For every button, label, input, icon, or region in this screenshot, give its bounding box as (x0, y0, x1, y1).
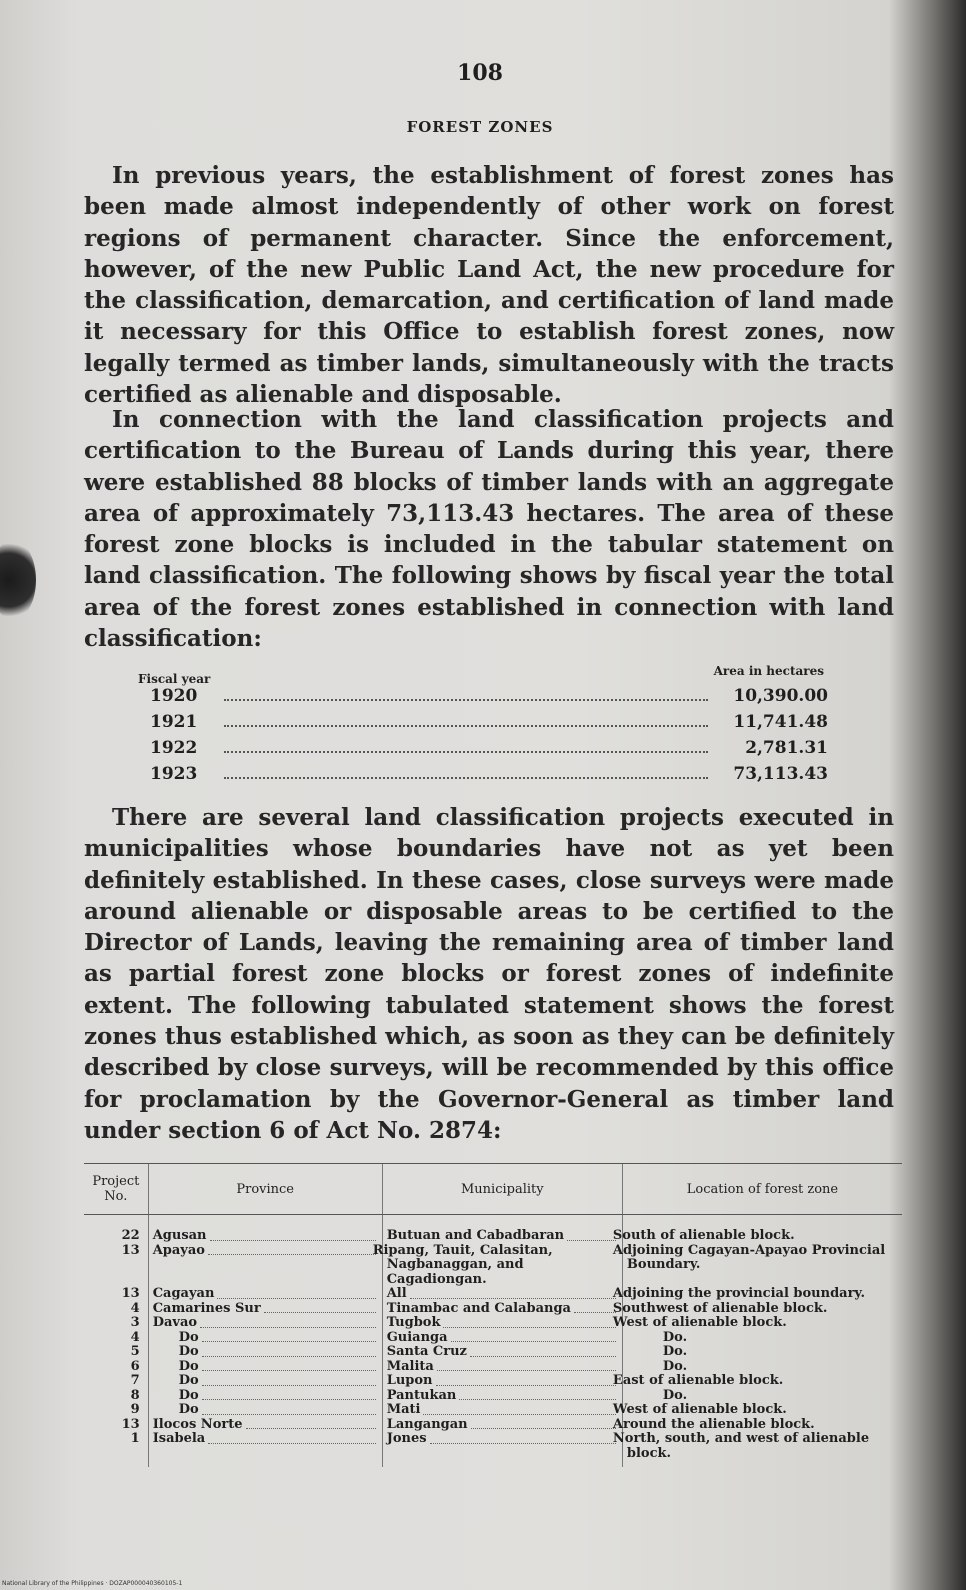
location: North, south, and west of alienable block. (622, 1432, 902, 1467)
province-cell (148, 1244, 382, 1288)
province-cell (148, 1418, 382, 1433)
area-row (138, 738, 828, 764)
area-row (138, 712, 828, 738)
location: Around the alienable block. (622, 1418, 902, 1433)
project-no: 1 (130, 1431, 140, 1446)
location: Do. (622, 1345, 902, 1360)
province: Camarines Sur (152, 1300, 261, 1316)
page-number: 108 (457, 60, 503, 86)
location: Southwest of alienable block. (622, 1302, 902, 1317)
province: Cagayan (152, 1286, 215, 1301)
municipality: Pantukan (386, 1387, 457, 1403)
fiscal-year: 1923 (150, 764, 198, 784)
table-row (84, 1287, 902, 1302)
province: Ilocos Norte (152, 1416, 243, 1432)
province: Isabela (152, 1431, 206, 1446)
municipality-cell (382, 1331, 622, 1346)
paragraph-1-text: In previous years, the establishment of forest zones has been made almost independently of other work on forest regions of permanent character. Since the enforcement, however, of the new Public Land Act, the new procedure for the classification, demarcation, and certification of land made it necessary for this Office to establish forest zones, now legally termed as timber lands, simultaneously with the tracts certified as alienable and disposable. (84, 162, 894, 409)
area-by-fiscal-year-table (138, 664, 828, 790)
table-row (84, 1403, 902, 1418)
province: Do (178, 1402, 199, 1417)
province-cell (148, 1432, 382, 1467)
ink-blot (0, 540, 36, 620)
municipality-cell (382, 1360, 622, 1375)
table-row (84, 1432, 902, 1467)
area-value: 11,741.48 (733, 712, 828, 732)
project-no: 7 (130, 1373, 140, 1388)
municipality-cell (382, 1287, 622, 1302)
location: West of alienable block. (622, 1316, 902, 1331)
province: Apayao (152, 1242, 205, 1258)
paragraph-2 (84, 404, 894, 654)
municipality: Langangan (386, 1416, 468, 1432)
table-row (84, 1345, 902, 1360)
province-cell (148, 1360, 382, 1375)
project-no: 6 (130, 1358, 140, 1374)
municipality: Santa Cruz (386, 1344, 467, 1359)
municipality-cell (382, 1345, 622, 1360)
paragraph-3-text: There are several land classification projects executed in municipalities whose boundaries have not as yet been definitely established. In these cases, close surveys were made around alienable or disposable areas to be certified to the Director of Lands, leaving the remaining area of timber land as partial forest zone blocks or forest zones of indefinite extent. The following tabulated statement shows the forest zones thus established which, as soon as they can be definitely described by close surveys, will be recommended by this office for proclamation by the Governor-General as timber land under section 6 of Act No. 2874: (84, 804, 894, 1144)
forest-zone-table (84, 1163, 902, 1467)
dot-leader (224, 777, 708, 779)
province: Agusan (152, 1228, 207, 1243)
paragraph-2-text: In connection with the land classification projects and certification to the Bureau of Lands during this year, there were established 88 blocks of timber lands with an aggregate area of approximately 73,113.43 hectares. The area of these forest zone blocks is included in the tabular statement on land classification. The following shows by fiscal year the total area of the forest zones established in connection with land classification: (84, 406, 894, 653)
province: Do (178, 1329, 199, 1345)
province-cell (148, 1331, 382, 1346)
municipality: Mati (386, 1402, 421, 1417)
project-no-header: Project No. (84, 1164, 148, 1215)
area-value: 10,390.00 (733, 686, 828, 706)
table-row (84, 1418, 902, 1433)
location: East of alienable block. (622, 1374, 902, 1389)
municipality-cell (382, 1316, 622, 1331)
province-cell (148, 1374, 382, 1389)
municipality-cell (382, 1389, 622, 1404)
dot-leader (224, 725, 708, 727)
province-cell (148, 1215, 382, 1244)
province-cell (148, 1302, 382, 1317)
municipality: Guianga (386, 1329, 448, 1345)
location: Adjoining the provincial boundary. (622, 1287, 902, 1302)
section-title: FOREST ZONES (406, 118, 554, 136)
scan-footer-label: National Library of the Philippines · DOZAP000040360105-1 (2, 1580, 183, 1587)
area-value: 73,113.43 (733, 764, 828, 784)
province-cell (148, 1316, 382, 1331)
table-row (84, 1389, 902, 1404)
table-row (84, 1302, 902, 1317)
table-row (84, 1244, 902, 1288)
project-no: 22 (121, 1228, 140, 1243)
table-row (84, 1360, 902, 1375)
municipality: Tugbok (386, 1315, 441, 1330)
project-no: 5 (130, 1344, 140, 1359)
municipality: Jones (386, 1431, 427, 1446)
municipality: Butuan and Cabadbaran (386, 1228, 565, 1243)
location: Do. (622, 1360, 902, 1375)
location: Adjoining Cagayan-Apayao Provincial Boundary. (622, 1244, 902, 1288)
location: Do. (622, 1331, 902, 1346)
project-no: 13 (121, 1242, 140, 1258)
location: South of alienable block. (622, 1215, 902, 1244)
province: Do (178, 1387, 199, 1403)
province: Do (178, 1344, 199, 1359)
municipality-cell (382, 1374, 622, 1389)
province-header: Province (148, 1164, 382, 1215)
table-row (84, 1215, 902, 1244)
dot-leader (224, 699, 708, 701)
province-cell (148, 1287, 382, 1302)
municipality-cell (382, 1215, 622, 1244)
project-no: 13 (121, 1286, 140, 1301)
municipality-cell (382, 1403, 622, 1418)
project-no: 13 (121, 1416, 140, 1432)
project-no: 3 (130, 1315, 140, 1330)
fiscal-year: 1921 (150, 712, 198, 732)
municipality-cell (382, 1302, 622, 1317)
province-cell (148, 1403, 382, 1418)
area-table-header (138, 664, 828, 686)
fiscal-year: 1922 (150, 738, 198, 758)
municipality: Malita (386, 1358, 434, 1374)
municipality-cell (382, 1432, 622, 1467)
location: Do. (622, 1389, 902, 1404)
province-cell (148, 1389, 382, 1404)
province-cell (148, 1345, 382, 1360)
municipality-cell (382, 1418, 622, 1433)
location-header: Location of forest zone (622, 1164, 902, 1215)
project-no: 4 (130, 1329, 140, 1345)
province: Do (178, 1358, 199, 1374)
location: West of alienable block. (622, 1403, 902, 1418)
table-row (84, 1316, 902, 1331)
paragraph-3 (84, 802, 894, 1146)
municipality-header: Municipality (382, 1164, 622, 1215)
area-row (138, 764, 828, 790)
table-row (84, 1331, 902, 1346)
municipality: Lupon (386, 1373, 433, 1388)
municipality: Ripang, Tauit, Calasitan, Nagbanaggan, and Cagadiongan. (382, 1244, 622, 1288)
province: Davao (152, 1315, 198, 1330)
municipality: Tinambac and Calabanga (386, 1300, 571, 1316)
municipality: All (386, 1286, 407, 1301)
project-no: 8 (130, 1387, 140, 1403)
zone-table-header-row (84, 1164, 902, 1215)
area-row (138, 686, 828, 712)
area-value: 2,781.31 (745, 738, 828, 758)
table-row (84, 1374, 902, 1389)
paragraph-1 (84, 160, 894, 410)
dot-leader (224, 751, 708, 753)
fiscal-year-header: Fiscal year (138, 672, 211, 686)
area-header: Area in hectares (713, 664, 824, 678)
fiscal-year: 1920 (150, 686, 198, 706)
province: Do (178, 1373, 199, 1388)
project-no: 4 (130, 1300, 140, 1316)
project-no: 9 (130, 1402, 140, 1417)
